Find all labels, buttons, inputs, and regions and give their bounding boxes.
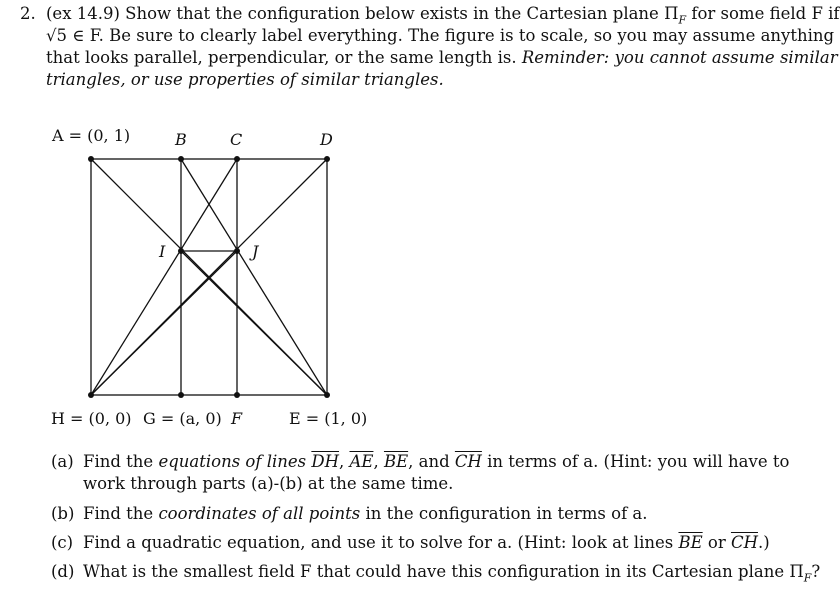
point-F bbox=[234, 392, 240, 398]
point-C bbox=[234, 156, 240, 162]
label-C: C bbox=[230, 130, 243, 149]
point-G bbox=[178, 392, 184, 398]
part-a-label: (a) bbox=[51, 452, 74, 471]
label-I: I bbox=[159, 242, 166, 261]
part-c bbox=[51, 532, 770, 554]
label-B: B bbox=[175, 130, 187, 149]
label-A: A = (0, 1) bbox=[52, 126, 131, 145]
reminder-text: Reminder: you cannot assume similar bbox=[521, 48, 838, 67]
label-F: F bbox=[231, 409, 243, 428]
point-B bbox=[178, 156, 184, 162]
point-J bbox=[234, 248, 240, 254]
label-J: J bbox=[252, 242, 259, 261]
part-c-text: Find a quadratic equation, and use it to solve for a. (Hint: look at lines $\overline{BE}$ or $\overline{CH}$.) bbox=[83, 533, 770, 552]
part-d bbox=[51, 561, 821, 585]
part-d-label: (d) bbox=[51, 562, 75, 581]
part-a-line-1: Find the equations of lines $\overline{DH}$, $\overline{AE}$, $\overline{BE}$, and $\overline{CH}$ in terms of a. (Hint: you will have to bbox=[83, 452, 790, 471]
line-IE bbox=[181, 251, 327, 395]
problem-number: 2. bbox=[20, 4, 36, 23]
label-D: D bbox=[320, 130, 333, 149]
problem-line-2: √5 ∈ F. Be sure to clearly label everything. The figure is to scale, so you may assume anything bbox=[46, 26, 835, 45]
part-a bbox=[51, 451, 790, 493]
line-BE bbox=[181, 159, 327, 395]
point-D bbox=[324, 156, 330, 162]
part-b-text: Find the coordinates of all points in the configuration in terms of a. bbox=[83, 504, 648, 523]
part-b bbox=[51, 503, 648, 525]
point-A bbox=[88, 156, 94, 162]
line-CH bbox=[91, 159, 237, 395]
point-I bbox=[178, 248, 184, 254]
problem-line-4: triangles, or use properties of similar triangles. bbox=[46, 70, 444, 89]
label-H: H = (0, 0) bbox=[51, 409, 132, 428]
problem-line-3: that looks parallel, perpendicular, or the same length is. Reminder: you cannot assume similar bbox=[46, 48, 838, 67]
part-a-line-2: work through parts (a)-(b) at the same time. bbox=[83, 474, 454, 493]
label-G: G = (a, 0) bbox=[143, 409, 222, 428]
part-b-label: (b) bbox=[51, 504, 75, 523]
point-H bbox=[88, 392, 94, 398]
part-c-label: (c) bbox=[51, 533, 74, 552]
problem-line-1: (ex 14.9) Show that the configuration below exists in the Cartesian plane $\Pi_F$ for some field F if bbox=[46, 4, 840, 27]
point-E bbox=[324, 392, 330, 398]
part-d-text: What is the smallest field F that could have this configuration in its Cartesian plane $\Pi_F$? bbox=[83, 562, 821, 585]
label-E: E = (1, 0) bbox=[289, 409, 368, 428]
line-JH bbox=[91, 251, 237, 395]
figure-lines bbox=[91, 159, 327, 395]
